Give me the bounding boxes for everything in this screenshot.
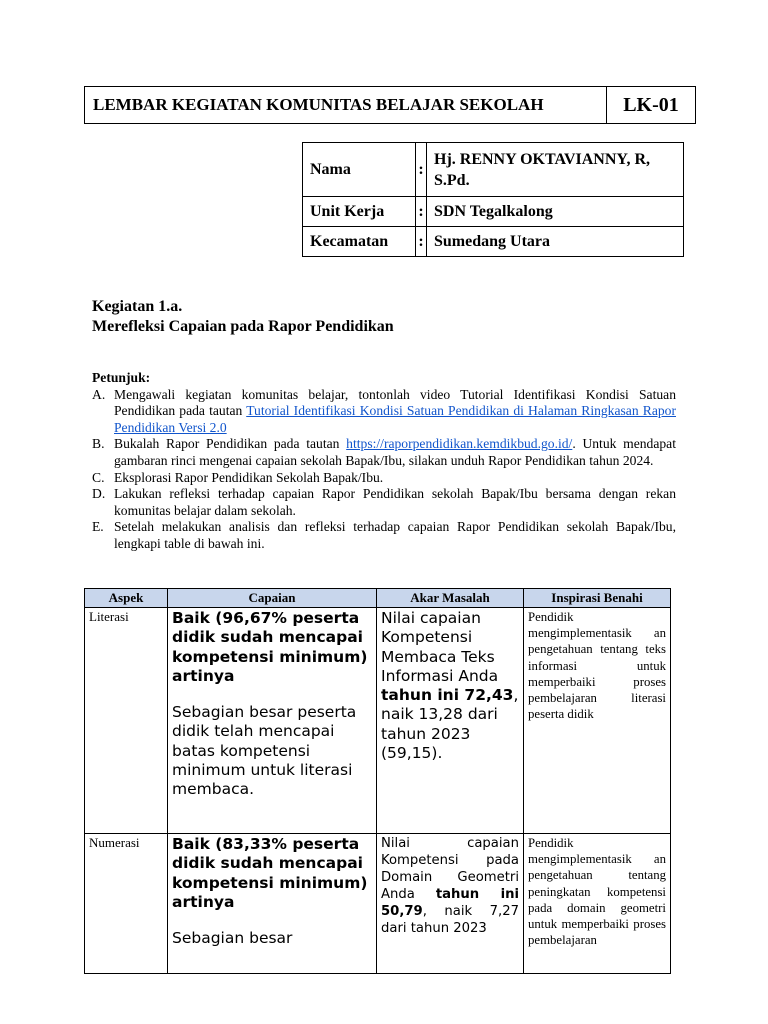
identity-value: Sumedang Utara — [427, 227, 684, 257]
list-marker: B. — [92, 436, 105, 452]
activity-heading — [92, 297, 394, 337]
capaian-cell — [168, 608, 377, 834]
list-marker: D. — [92, 486, 106, 502]
instruction-text: . Untuk mendapat gambaran rinci mengenai capaian sekolah Bapak/Ibu, silakan unduh Rapor Pendidikan tahun 2024. — [114, 436, 676, 468]
capaian-description: Sebagian besar peserta didik telah mencapai batas kompetensi minimum untuk literasi membaca. — [172, 703, 357, 799]
instructions-heading: Petunjuk: — [92, 370, 151, 385]
activity-number: Kegiatan 1.a. — [92, 298, 183, 315]
instructions — [92, 370, 676, 553]
aspek-cell: Numerasi — [85, 834, 168, 974]
table-header-row — [85, 589, 671, 608]
instruction-text: Lakukan refleksi terhadap capaian Rapor Pendidikan sekolah Bapak/Ibu bersama dengan rekan komunitas belajar dalam sekolah. — [114, 486, 676, 518]
table-row — [85, 608, 671, 834]
column-header-capaian: Capaian — [168, 589, 377, 608]
list-marker: C. — [92, 469, 105, 485]
column-header-akar-masalah: Akar Masalah — [377, 589, 524, 608]
identity-row-nama — [303, 143, 684, 197]
identity-value: SDN Tegalkalong — [427, 197, 684, 227]
akar-masalah-text: Nilai capaian Kompetensi Membaca Teks Informasi Anda — [381, 609, 499, 685]
list-item — [92, 486, 676, 519]
akar-masalah-cell — [377, 608, 524, 834]
capaian-description: Sebagian besar — [172, 929, 293, 948]
instruction-text: Mengawali kegiatan komunitas belajar, tontonlah video Tutorial Identifikasi Kondisi Satuan Pendidikan pada tautan — [114, 386, 676, 419]
instruction-text: Eksplorasi Rapor Pendidikan Sekolah Bapak/Ibu. — [114, 469, 384, 485]
reflection-table — [84, 588, 671, 974]
identity-row-unit-kerja — [303, 197, 684, 227]
identity-label: Nama — [303, 143, 416, 197]
list-item — [92, 519, 676, 552]
akar-masalah-text: Nilai capaian Kompetensi pada Domain Geometri Anda — [381, 836, 519, 902]
identity-separator: : — [416, 143, 427, 197]
identity-separator: : — [416, 197, 427, 227]
list-item — [92, 470, 676, 487]
activity-title: Merefleksi Capaian pada Rapor Pendidikan — [92, 318, 394, 335]
akar-masalah-score: tahun ini 72,43 — [381, 686, 514, 705]
rapor-pendidikan-link[interactable]: https://raporpendidikan.kemdikbud.go.id/ — [346, 436, 573, 452]
document-title: LEMBAR KEGIATAN KOMUNITAS BELAJAR SEKOLAH — [85, 87, 607, 123]
aspek-cell: Literasi — [85, 608, 168, 834]
capaian-summary: Baik (96,67% peserta didik sudah mencapai kompetensi minimum) artinya — [172, 609, 368, 685]
document-code: LK-01 — [623, 93, 679, 116]
list-marker: A. — [92, 386, 106, 402]
column-header-inspirasi-benahi: Inspirasi Benahi — [524, 589, 671, 608]
instruction-text: Bukalah Rapor Pendidikan pada tautan — [114, 436, 347, 452]
identity-table — [302, 142, 684, 257]
akar-masalah-cell — [377, 834, 524, 974]
identity-label: Kecamatan — [303, 227, 416, 257]
instruction-text: Setelah melakukan analisis dan refleksi terhadap capaian Rapor Pendidikan sekolah Bapak/Ibu, lengkapi table di bawah ini. — [114, 519, 676, 551]
instructions-list — [92, 387, 676, 553]
akar-masalah-text: , naik 7,27 dari tahun 2023 — [381, 904, 519, 936]
document-header — [84, 86, 696, 124]
column-header-aspek: Aspek — [85, 589, 168, 608]
inspirasi-benahi-cell: Pendidik mengimplementasik an pengetahuan tentang teks informasi untuk memperbaiki proses pembelajaran literasi peserta didik — [524, 608, 671, 834]
identity-value: Hj. RENNY OKTAVIANNY, R, S.Pd. — [427, 143, 684, 197]
akar-masalah-score: tahun ini 50,79 — [381, 887, 520, 919]
capaian-summary: Baik (83,33% peserta didik sudah mencapai kompetensi minimum) artinya — [172, 835, 368, 911]
identity-separator: : — [416, 227, 427, 257]
inspirasi-benahi-cell: Pendidik mengimplementasik an pengetahuan tentang peningkatan kompetensi pada domain geometri untuk memperbaiki proses pembelajaran — [524, 834, 671, 974]
tutorial-link[interactable]: Tutorial Identifikasi Kondisi Satuan Pendidikan di Halaman Ringkasan Rapor Pendidikan Versi 2.0 — [114, 403, 676, 435]
list-item — [92, 387, 676, 437]
list-item — [92, 436, 676, 469]
akar-masalah-text: , naik 13,28 dari tahun 2023 (59,15). — [381, 686, 519, 763]
list-marker: E. — [92, 519, 104, 535]
identity-label: Unit Kerja — [303, 197, 416, 227]
table-row — [85, 834, 671, 974]
identity-row-kecamatan — [303, 227, 684, 257]
capaian-cell — [168, 834, 377, 974]
